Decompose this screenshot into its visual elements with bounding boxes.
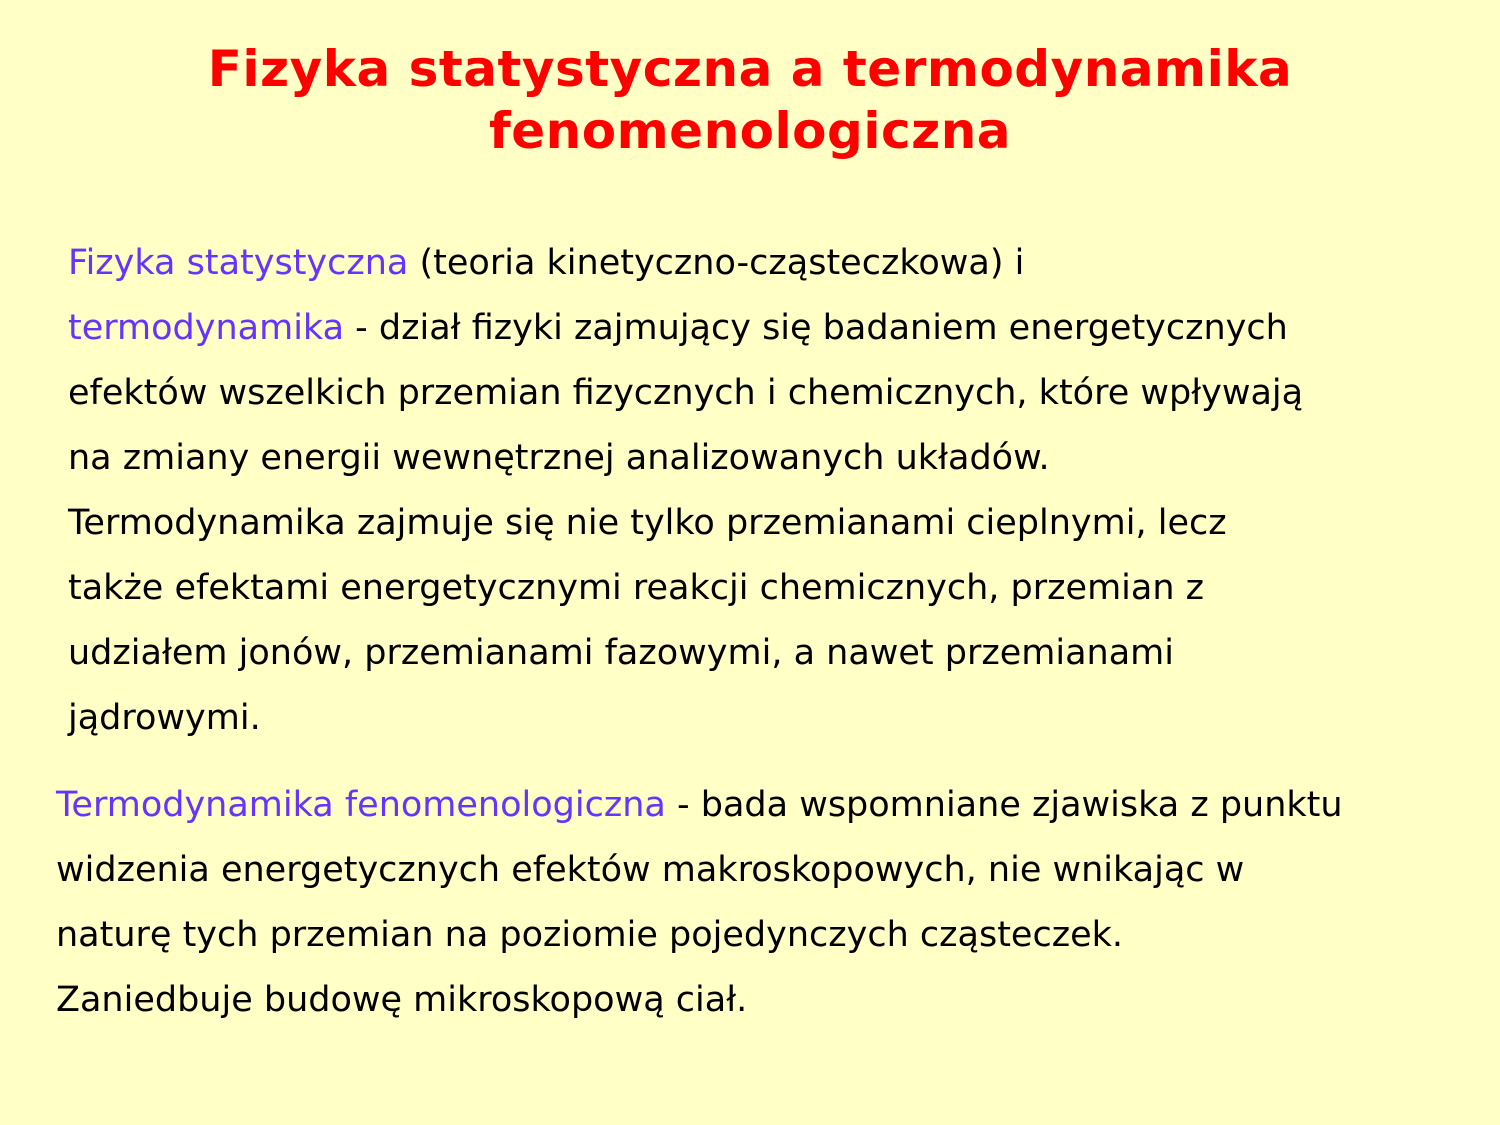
term-termodynamika-fenomenologiczna: Termodynamika fenomenologiczna bbox=[56, 785, 666, 825]
term-termodynamika: termodynamika bbox=[68, 308, 345, 348]
text-segment: - bada wspomniane zjawiska z punktu bbox=[665, 785, 1343, 825]
text-line: także efektami energetycznymi reakcji chemicznych, przemian z bbox=[68, 568, 1205, 608]
text-line: udziałem jonów, przemianami fazowymi, a nawet przemianami bbox=[68, 633, 1175, 673]
slide-title bbox=[0, 38, 1500, 162]
definition-paragraph-statistical bbox=[68, 231, 1303, 751]
slide-title-line-1: Fizyka statystyczna a termodynamika bbox=[207, 40, 1293, 98]
text-line: Zaniedbuje budowę mikroskopową ciał. bbox=[56, 980, 748, 1020]
text-line: widzenia energetycznych efektów makroskopowych, nie wnikając w bbox=[56, 850, 1245, 890]
text-segment: (teoria kinetyczno-cząsteczkowa) i bbox=[408, 243, 1025, 283]
definition-paragraph-phenomenological bbox=[56, 773, 1343, 1033]
slide-title-line-2: fenomenologiczna bbox=[488, 102, 1012, 160]
text-line: na zmiany energii wewnętrznej analizowanych układów. bbox=[68, 438, 1050, 478]
text-line: Termodynamika zajmuje się nie tylko przemianami cieplnymi, lecz bbox=[68, 503, 1227, 543]
term-fizyka-statystyczna: Fizyka statystyczna bbox=[68, 243, 409, 283]
text-segment: - dział fizyki zajmujący się badaniem energetycznych bbox=[344, 308, 1288, 348]
text-line: naturę tych przemian na poziomie pojedynczych cząsteczek. bbox=[56, 915, 1124, 955]
text-line bbox=[68, 231, 1303, 296]
text-line bbox=[56, 773, 1343, 838]
text-line: jądrowymi. bbox=[68, 698, 261, 738]
text-line: efektów wszelkich przemian fizycznych i chemicznych, które wpływają bbox=[68, 373, 1304, 413]
text-line bbox=[68, 296, 1303, 361]
